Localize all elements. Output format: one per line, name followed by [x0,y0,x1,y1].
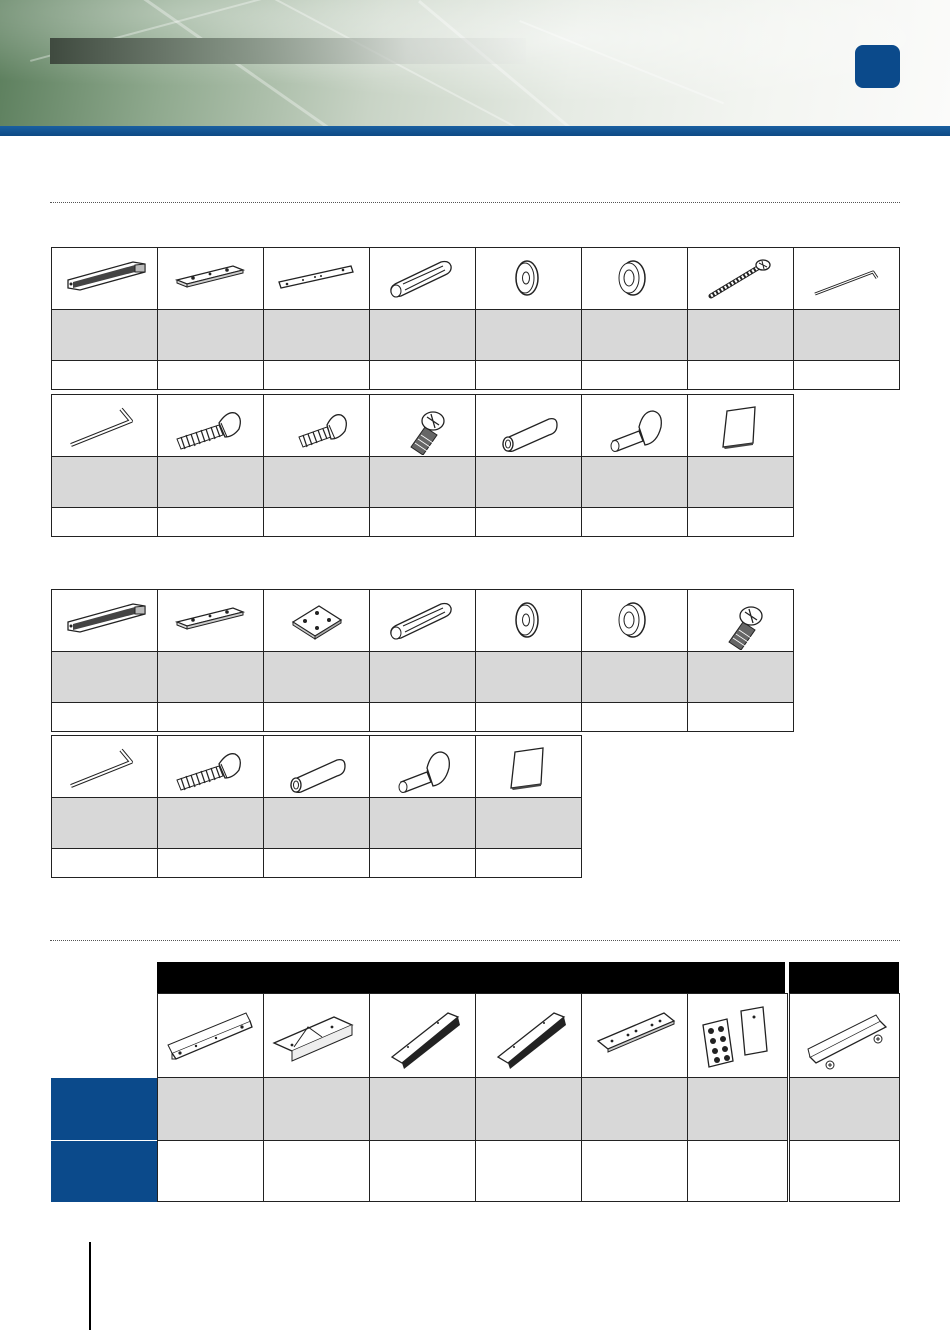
header-divider [0,126,950,136]
rubber-washer-icon [593,250,677,308]
sex-bolt-icon [381,592,465,650]
kit-b-row2-icon-cell [263,735,370,798]
footer-rule [89,1242,91,1330]
kit-b-row1-name-cell [475,651,582,703]
z-bracket-icon [272,997,362,1075]
kit-a-row2-name-cell [369,456,476,508]
accessory-model-b-cell [475,1140,582,1202]
kit-b-row1-name-cell [581,651,688,703]
mushroom-bolt-icon [593,397,677,455]
accessory-model-a-cell [263,1077,370,1141]
long-bolt-icon [169,397,253,455]
kit-b-row2-qty-cell [157,848,264,878]
mounting-plate-icon [275,250,359,308]
row-header-model-a [51,1077,157,1140]
kit-a-row2-name-cell [581,456,688,508]
kit-a-row1-icon-cell [157,247,264,310]
short-bolt-icon [275,397,359,455]
accessory-model-b-cell [157,1140,264,1202]
manual-icon [487,738,571,796]
kit-b-row2-icon-cell [157,735,264,798]
long-bolt-icon [169,738,253,796]
armature-plate-icon [169,592,253,650]
kit-b-row1-qty-cell [581,702,688,732]
kit-a-row1-name-cell [581,309,688,361]
row-header-model-b [51,1140,157,1202]
chapter-badge [855,45,900,88]
keypad-bracket-icon [693,997,783,1075]
accessory-icon-cell [789,993,900,1078]
kit-a-row2-qty-cell [475,507,582,537]
kit-a-row2-icon-cell [51,394,158,457]
manual-icon [699,397,783,455]
kit-b-row1-qty-cell [51,702,158,732]
accessory-model-a-cell [581,1077,688,1141]
kit-b-row1-name-cell [51,651,158,703]
accessory-model-b-cell [789,1140,900,1202]
kit-b-row1-icon-cell [157,589,264,652]
door-bracket-icon [800,997,890,1075]
surface-magnet-icon [63,592,147,650]
accessory-icon-cell [369,993,476,1078]
kit-a-row2-name-cell [51,456,158,508]
kit-a-row1-name-cell [263,309,370,361]
kit-a-row1-qty-cell [687,360,794,390]
accessory-icon-cell [581,993,688,1078]
square-plate-icon [275,592,359,650]
mushroom-bolt-icon [381,738,465,796]
allen-key-icon [63,397,147,455]
section-divider-top [50,202,900,203]
kit-b-row1-name-cell [263,651,370,703]
countersunk-screw-icon [699,592,783,650]
kit-a-row2-qty-cell [51,507,158,537]
kit-a-row2-icon-cell [475,394,582,457]
kit-b-row1-qty-cell [687,702,794,732]
kit-b-row1-icon-cell [475,589,582,652]
kit-a-row1-qty-cell [369,360,476,390]
kit-a-row1-qty-cell [51,360,158,390]
sex-bolt-icon [381,250,465,308]
kit-b-row2-qty-cell [475,848,582,878]
kit-a-row2-name-cell [263,456,370,508]
kit-b-row2-icon-cell [475,735,582,798]
allen-key-icon [63,738,147,796]
kit-b-row2-name-cell [369,797,476,849]
kit-a-row2-icon-cell [687,394,794,457]
kit-a-row1-name-cell [157,309,264,361]
rubber-washer-icon [593,592,677,650]
u-bracket-long-icon [484,997,574,1075]
kit-a-row1-icon-cell [51,247,158,310]
accessory-model-b-cell [581,1140,688,1202]
accessory-model-b-cell [263,1140,370,1202]
kit-a-row1-name-cell [369,309,476,361]
tube-sleeve-icon [487,397,571,455]
kit-b-row2-qty-cell [51,848,158,878]
kit-b-row1-qty-cell [157,702,264,732]
kit-a-row1-qty-cell [157,360,264,390]
kit-a-row2-qty-cell [687,507,794,537]
header-banner [0,0,950,128]
kit-a-row1-icon-cell [475,247,582,310]
kit-b-row1-qty-cell [263,702,370,732]
kit-a-row2-icon-cell [581,394,688,457]
kit-a-row1-name-cell [793,309,900,361]
accessory-model-a-cell [475,1077,582,1141]
kit-b-row2-name-cell [51,797,158,849]
kit-b-row2-name-cell [157,797,264,849]
kit-b-row1-name-cell [369,651,476,703]
kit-a-row1-icon-cell [793,247,900,310]
kit-b-row1-name-cell [157,651,264,703]
kit-b-row2-qty-cell [263,848,370,878]
kit-a-row2-qty-cell [369,507,476,537]
kit-a-row2-icon-cell [263,394,370,457]
kit-b-row2-name-cell [263,797,370,849]
metal-washer-icon [487,592,571,650]
accessory-model-a-cell [369,1077,476,1141]
section-divider-accessories [50,940,900,941]
kit-a-row1-name-cell [475,309,582,361]
countersunk-screw-icon [381,397,465,455]
l-bracket-icon [166,997,256,1075]
accessory-icon-cell [687,993,788,1078]
flat-plate-icon [590,997,680,1075]
kit-a-row2-icon-cell [157,394,264,457]
kit-a-row1-qty-cell [475,360,582,390]
kit-b-row1-qty-cell [369,702,476,732]
accessory-model-a-cell [157,1077,264,1141]
accessory-icon-cell [263,993,370,1078]
accessory-model-a-cell [789,1077,900,1141]
metal-washer-icon [487,250,571,308]
kit-b-row1-icon-cell [687,589,794,652]
kit-a-row1-icon-cell [263,247,370,310]
kit-a-row2-name-cell [157,456,264,508]
accessory-model-b-cell [687,1140,788,1202]
kit-b-row1-icon-cell [51,589,158,652]
kit-a-row1-icon-cell [687,247,794,310]
kit-a-row1-icon-cell [581,247,688,310]
kit-a-row2-qty-cell [157,507,264,537]
kit-a-row1-name-cell [687,309,794,361]
kit-a-row2-name-cell [475,456,582,508]
accessory-model-a-cell [687,1077,788,1141]
kit-a-row1-qty-cell [263,360,370,390]
accessory-group-header-main [157,962,785,993]
kit-a-row1-name-cell [51,309,158,361]
u-bracket-icon [378,997,468,1075]
tube-sleeve-icon [275,738,359,796]
kit-a-row2-qty-cell [263,507,370,537]
wood-screw-icon [699,250,783,308]
kit-b-row1-icon-cell [263,589,370,652]
kit-b-row1-qty-cell [475,702,582,732]
armature-plate-icon [169,250,253,308]
kit-b-row2-icon-cell [51,735,158,798]
kit-a-row2-name-cell [687,456,794,508]
accessory-group-header-side [789,962,899,993]
kit-b-row2-name-cell [475,797,582,849]
accessory-icon-cell [475,993,582,1078]
kit-b-row1-icon-cell [369,589,476,652]
kit-b-row2-qty-cell [369,848,476,878]
surface-magnet-icon [63,250,147,308]
accessory-model-b-cell [369,1140,476,1202]
kit-a-row1-qty-cell [793,360,900,390]
kit-a-row2-qty-cell [581,507,688,537]
kit-a-row1-qty-cell [581,360,688,390]
kit-b-row2-icon-cell [369,735,476,798]
kit-b-row1-name-cell [687,651,794,703]
section-title-bar [50,38,526,64]
kit-b-row1-icon-cell [581,589,688,652]
small-allen-key-icon [805,250,889,308]
kit-a-row2-icon-cell [369,394,476,457]
kit-a-row1-icon-cell [369,247,476,310]
accessory-icon-cell [157,993,264,1078]
